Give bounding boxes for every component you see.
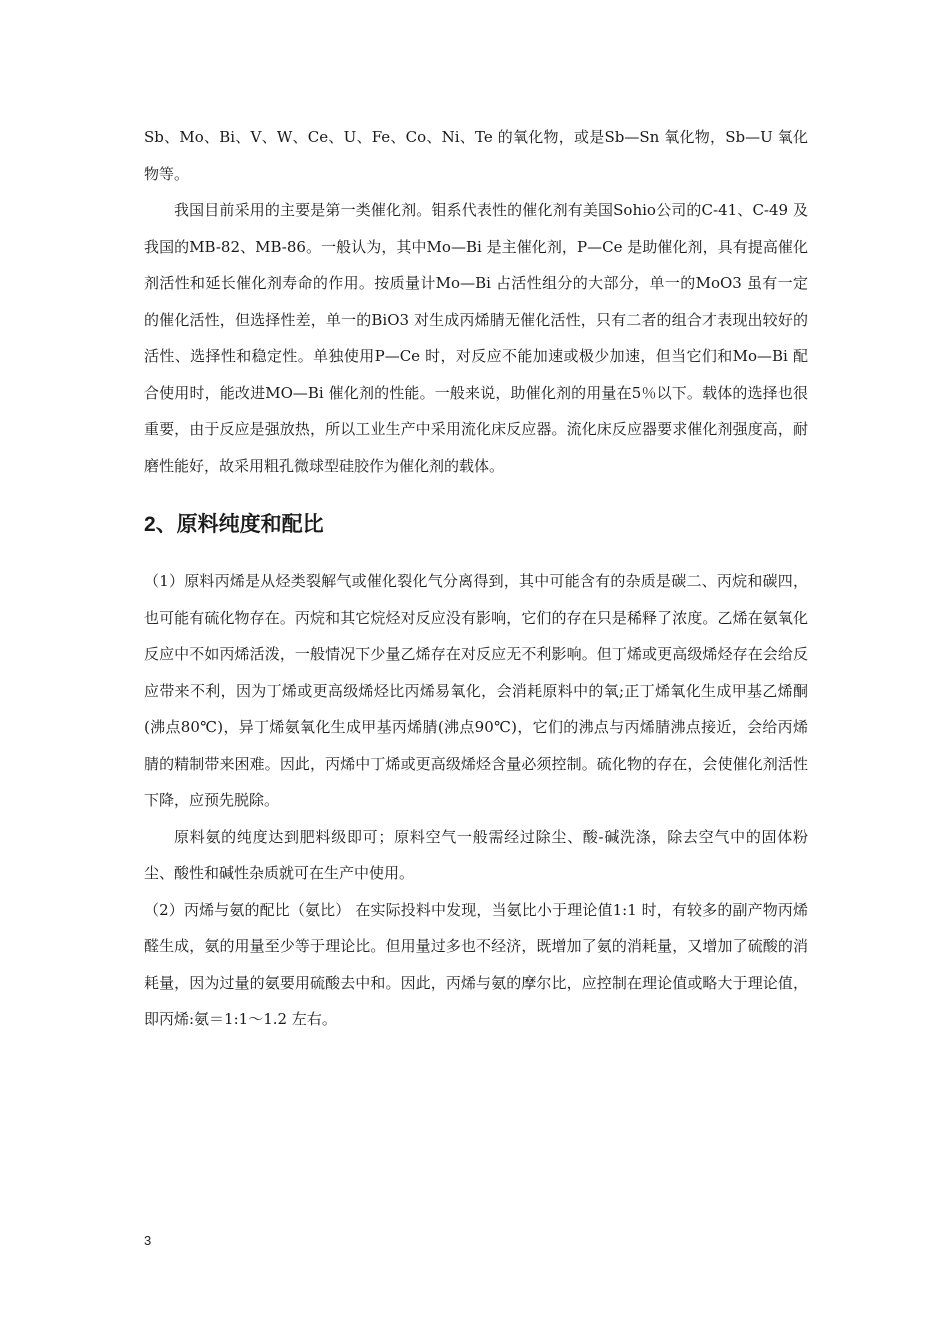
section-title: 、原料纯度和配比 bbox=[155, 512, 324, 536]
section-number: 2 bbox=[144, 513, 156, 536]
paragraph-ammonia-ratio: （2）丙烯与氨的配比（氨比） 在实际投料中发现，当氨比小于理论值1:1 时，有较多的副产物丙烯醛生成，氨的用量至少等于理论比。但用量过多也不经济，既增加了氨的消耗量，又增加了硫酸的消耗量，因为过量的氨要用硫酸去中和。因此，丙烯与氨的摩尔比，应控制在理论值或略大于理论值，即丙烯:氨＝1:1～1.2 左右。 bbox=[144, 900, 808, 1028]
paragraph-catalyst-oxides: Sb、Mo、Bi、V、W、Ce、U、Fe、Co、Ni、Te 的氧化物，或是Sb—Sn 氧化物，Sb—U 氧化物等。 bbox=[144, 128, 808, 183]
paragraph-ammonia-air-purity: 原料氨的纯度达到肥料级即可；原料空气一般需经过除尘、酸-碱洗涤，除去空气中的固体粉尘、酸性和碱性杂质就可在生产中使用。 bbox=[144, 827, 808, 882]
page-number: 3 bbox=[144, 1233, 152, 1248]
paragraph-propylene-purity: （1）原料丙烯是从烃类裂解气或催化裂化气分离得到，其中可能含有的杂质是碳二、丙烷和碳四，也可能有硫化物存在。丙烷和其它烷烃对反应没有影响，它们的存在只是稀释了浓度。乙烯在氨氧化反应中不如丙烯活泼，一般情况下少量乙烯存在对反应无不利影响。但丁烯或更高级烯烃存在会给反应带来不利，因为丁烯或更高级烯烃比丙烯易氧化，会消耗原料中的氧;正丁烯氧化生成甲基乙烯酮(沸点80℃)，异丁烯氨氧化生成甲基丙烯腈(沸点90℃)，它们的沸点与丙烯腈沸点接近，会给丙烯腈的精制带来困难。因此，丙烯中丁烯或更高级烯烃含量必须控制。硫化物的存在，会使催化剂活性下降，应预先脱除。 bbox=[144, 572, 808, 809]
page-body bbox=[144, 119, 808, 1038]
section-heading bbox=[144, 506, 808, 543]
paragraph-catalyst-types: 我国目前采用的主要是第一类催化剂。钼系代表性的催化剂有美国Sohio公司的C-41、C-49 及我国的MB-82、MB-86。一般认为，其中Mo—Bi 是主催化剂，P—Ce 是助催化剂，具有提高催化剂活性和延长催化剂寿命的作用。按质量计Mo—Bi 占活性组分的大部分，单一的MoO3 虽有一定的催化活性，但选择性差，单一的BiO3 对生成丙烯腈无催化活性，只有二者的组合才表现出较好的活性、选择性和稳定性。单独使用P—Ce 时，对反应不能加速或极少加速，但当它们和Mo—Bi 配合使用时，能改进MO—Bi 催化剂的性能。一般来说，助催化剂的用量在5％以下。载体的选择也很重要，由于反应是强放热，所以工业生产中采用流化床反应器。流化床反应器要求催化剂强度高，耐磨性能好，故采用粗孔微球型硅胶作为催化剂的载体。 bbox=[144, 201, 808, 475]
